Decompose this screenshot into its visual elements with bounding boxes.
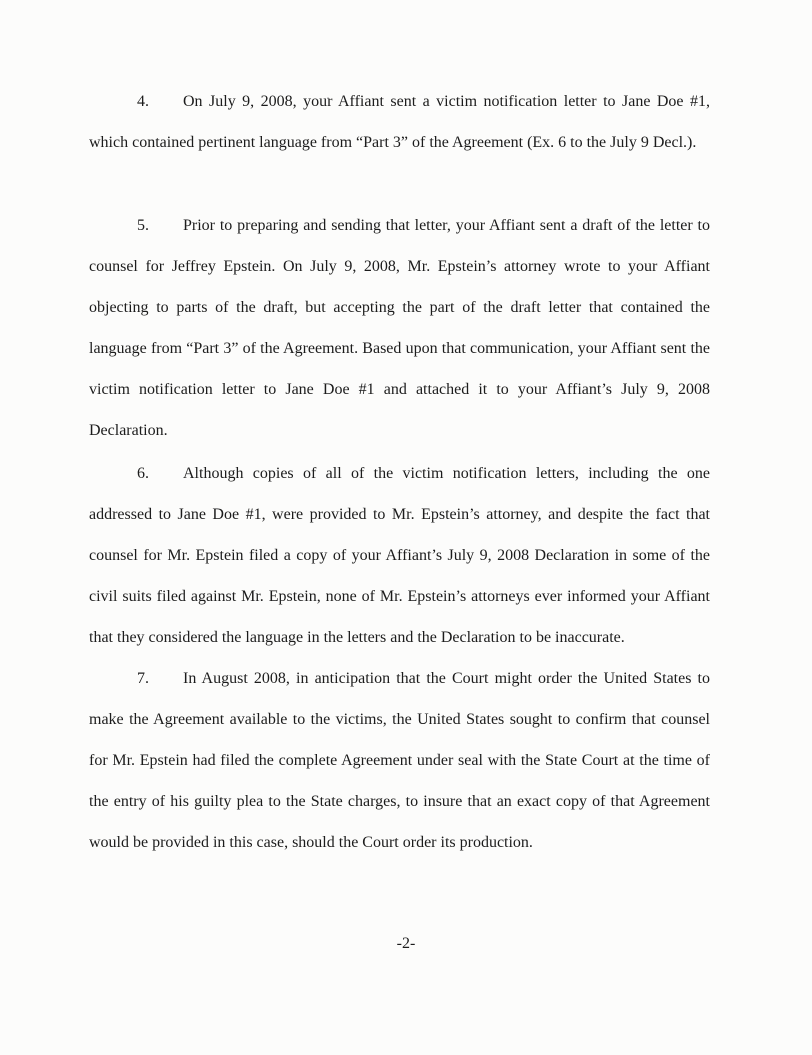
paragraph-number: 4. bbox=[137, 93, 149, 110]
paragraph-number: 7. bbox=[137, 670, 149, 687]
paragraph-text: Prior to preparing and sending that letter, your Affiant sent a draft of the letter to counsel for Jeffrey Epstein. On July 9, 2008, Mr. Epstein’s attorney wrote to your Affiant objecting to parts of the draft, but accepting the part of the draft letter that contained the language from “Part 3” of the Agreement. Based upon that communication, your Affiant sent the victim notification letter to Jane Doe #1 and attached it to your Affiant’s July 9, 2008 Declaration. bbox=[89, 217, 710, 439]
paragraph-text: Although copies of all of the victim notification letters, including the one addressed to Jane Doe #1, were provided to Mr. Epstein’s attorney, and despite the fact that counsel for Mr. Epstein filed a copy of your Affiant’s July 9, 2008 Declaration in some of the civil suits filed against Mr. Epstein, none of Mr. Epstein’s attorneys ever informed your Affiant that they considered the language in the letters and the Declaration to be inaccurate. bbox=[89, 465, 710, 646]
paragraph-text: In August 2008, in anticipation that the Court might order the United States to make the Agreement available to the victims, the United States sought to confirm that counsel for Mr. Epstein had filed the complete Agreement under seal with the State Court at the time of the entry of his guilty plea to the State charges, to insure that an exact copy of that Agreement would be provided in this case, should the Court order its production. bbox=[89, 670, 710, 851]
paragraph-number: 6. bbox=[137, 465, 149, 482]
page-number: -2- bbox=[396, 935, 416, 952]
paragraph-number: 5. bbox=[137, 217, 149, 234]
paragraph-7 bbox=[89, 658, 710, 863]
paragraph-5 bbox=[89, 205, 710, 451]
paragraph-4 bbox=[89, 81, 710, 163]
paragraph-text: On July 9, 2008, your Affiant sent a victim notification letter to Jane Doe #1, which contained pertinent language from “Part 3” of the Agreement (Ex. 6 to the July 9 Decl.). bbox=[89, 93, 710, 151]
paragraph-6 bbox=[89, 453, 710, 658]
